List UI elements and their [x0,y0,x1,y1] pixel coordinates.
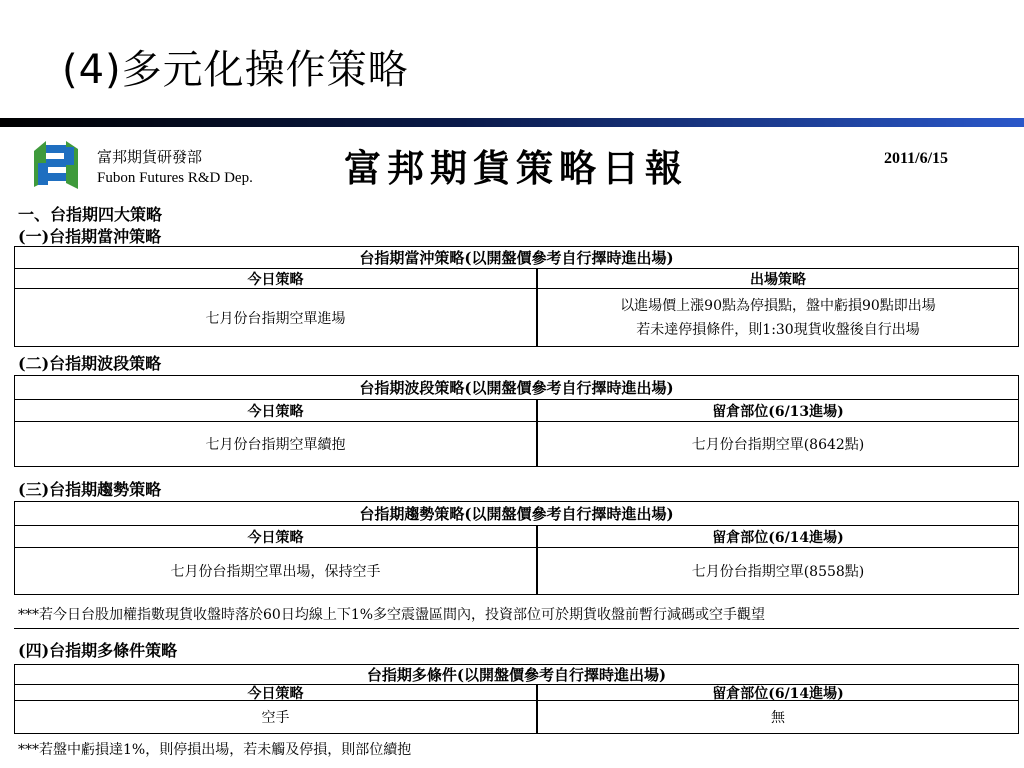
table-1-right-line-1: 以進場價上漲90點為停損點，盤中虧損90點即出場 [620,297,936,314]
table-2-title: 台指期波段策略(以開盤價參考自行擇時進出場) [15,376,1018,400]
table-1 [14,246,1019,347]
table-4-right-value: 無 [537,701,1018,733]
table-3-title: 台指期趨勢策略(以開盤價參考自行擇時進出場) [15,502,1018,526]
table-2 [14,375,1019,467]
table-1-col-right: 出場策略 [537,269,1018,289]
report-title: 富邦期貨策略日報 [344,146,688,190]
divider [14,628,1019,629]
table-1-title: 台指期當沖策略(以開盤價參考自行擇時進出場) [15,247,1018,269]
section-2-heading: (二)台指期波段策略 [18,354,162,373]
table-4 [14,664,1019,734]
section-main-heading: 一、台指期四大策略 [18,205,163,224]
table-2-col-right: 留倉部位(6/13進場) [537,400,1018,422]
note-1: ***若今日台股加權指數現貨收盤時落於60日均線上下1%多空震盪區間內，投資部位可於期貨收盤前暫行減碼或空手觀望 [18,607,766,623]
strategy-report [14,132,1020,768]
table-4-col-right: 留倉部位(6/14進場) [537,685,1018,701]
org-name-zh: 富邦期貨研發部 [97,148,203,166]
table-2-left-value: 七月份台指期空單續抱 [15,422,537,466]
table-1-col-left: 今日策略 [15,269,537,289]
table-1-left-value: 七月份台指期空單進場 [15,289,537,346]
table-4-left-value: 空手 [15,701,537,733]
table-3-col-left: 今日策略 [15,526,537,548]
section-4-heading: (四)台指期多條件策略 [18,641,178,660]
table-3 [14,501,1019,595]
table-1-right-line-2: 若未達停損條件，則1:30現貨收盤後自行出場 [636,321,920,338]
table-3-col-right: 留倉部位(6/14進場) [537,526,1018,548]
note-2: ***若盤中虧損達1%，則停損出場，若未觸及停損，則部位續抱 [18,742,412,758]
table-3-right-value: 七月份台指期空單(8558點) [537,548,1018,594]
table-4-col-left: 今日策略 [15,685,537,701]
table-4-title: 台指期多條件(以開盤價參考自行擇時進出場) [15,665,1018,685]
title-divider [0,118,1024,127]
report-date: 2011/6/15 [884,150,949,167]
fubon-logo [30,137,82,193]
section-3-heading: (三)台指期趨勢策略 [18,480,162,499]
section-1-heading: (一)台指期當沖策略 [18,227,162,246]
table-2-right-value: 七月份台指期空單(8642點) [537,422,1018,466]
table-2-col-left: 今日策略 [15,400,537,422]
org-name-en: Fubon Futures R&D Dep. [97,170,253,186]
table-3-left-value: 七月份台指期空單出場，保持空手 [15,548,537,594]
slide-title: (4)多元化操作策略 [62,47,409,93]
